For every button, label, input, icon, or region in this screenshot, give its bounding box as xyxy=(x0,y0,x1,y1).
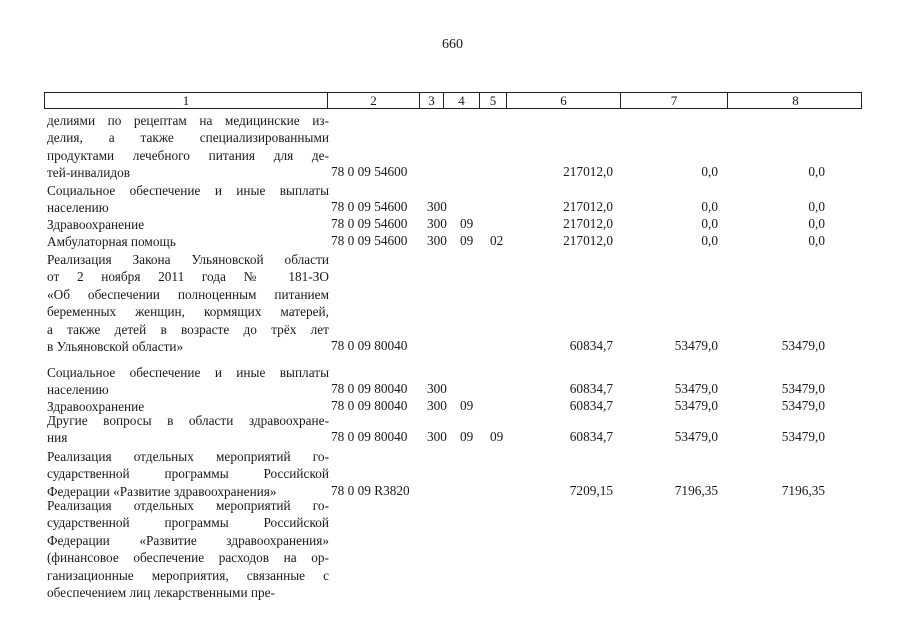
description-line: Федерации «Развитие здравоохранения» xyxy=(47,532,329,548)
description-line: сударственной программы Российской xyxy=(47,466,329,482)
description-line: ния xyxy=(47,430,68,446)
code-csr: 78 0 09 80040 xyxy=(331,429,408,445)
value-col-6: 7209,15 xyxy=(569,482,613,498)
code-vr: 300 xyxy=(427,429,447,445)
row-description xyxy=(47,251,329,355)
code-vr: 300 xyxy=(427,216,447,231)
value-col-7: 0,0 xyxy=(701,164,718,180)
value-col-6: 217012,0 xyxy=(563,233,613,248)
value-col-6: 217012,0 xyxy=(563,164,613,180)
value-col-7: 53479,0 xyxy=(674,381,718,397)
description-line: Здравоохранение xyxy=(47,399,145,414)
value-col-8: 53479,0 xyxy=(781,398,825,413)
description-line: сударственной программы Российской xyxy=(47,515,329,531)
description-line: Другие вопросы в области здравоохране- xyxy=(47,413,329,428)
code-rz: 09 xyxy=(460,398,474,413)
code-rz: 09 xyxy=(460,429,474,445)
table-header xyxy=(44,92,862,109)
row-description xyxy=(47,448,329,500)
page-number: 660 xyxy=(442,37,463,52)
row-description xyxy=(47,364,329,399)
value-col-6: 217012,0 xyxy=(563,199,613,215)
value-col-6: 60834,7 xyxy=(569,338,613,353)
code-csr: 78 0 09 R3820 xyxy=(331,482,410,498)
description-line: Реализация отдельных мероприятий го- xyxy=(47,498,329,513)
header-col-4: 4 xyxy=(444,93,480,108)
description-line: от 2 ноября 2011 года № 181-ЗО xyxy=(47,269,329,285)
header-col-5: 5 xyxy=(480,93,507,108)
value-col-7: 0,0 xyxy=(701,199,718,215)
row-code xyxy=(331,164,514,180)
row-description xyxy=(47,182,329,217)
row-code xyxy=(331,233,514,249)
description-line: Реализация Закона Ульяновской области xyxy=(47,252,329,267)
value-col-7: 7196,35 xyxy=(674,482,718,498)
value-col-8: 0,0 xyxy=(808,164,825,180)
description-line: делиями по рецептам на медицинские из- xyxy=(47,113,329,128)
row-description xyxy=(47,497,329,601)
row-description xyxy=(47,233,329,250)
row-description xyxy=(47,112,329,182)
value-col-8: 7196,35 xyxy=(781,482,825,498)
code-csr: 78 0 09 54600 xyxy=(331,233,408,248)
row-code xyxy=(331,381,514,397)
header-col-8: 8 xyxy=(792,93,799,108)
description-line: делия, а также специализированными xyxy=(47,130,329,146)
code-csr: 78 0 09 54600 xyxy=(331,199,408,215)
description-line: населению xyxy=(47,200,109,216)
value-col-8: 53479,0 xyxy=(781,429,825,445)
description-line: обеспечением лиц лекарственными пре- xyxy=(47,584,275,600)
header-col-3: 3 xyxy=(420,93,444,108)
value-col-6: 60834,7 xyxy=(569,381,613,397)
description-line: «Об обеспечении полноценным питанием xyxy=(47,286,329,302)
row-description xyxy=(47,216,329,233)
description-line: Здравоохранение xyxy=(47,217,145,232)
value-col-8: 0,0 xyxy=(808,233,825,248)
description-line: Федерации «Развитие здравоохранения» xyxy=(47,483,277,499)
code-csr: 78 0 09 54600 xyxy=(331,164,408,180)
row-code xyxy=(331,199,514,215)
value-col-6: 60834,7 xyxy=(569,398,613,413)
description-line: (финансовое обеспечение расходов на ор- xyxy=(47,550,329,566)
value-col-8: 53479,0 xyxy=(781,338,825,353)
description-line: беременных женщин, кормящих матерей, xyxy=(47,304,329,320)
description-line: а также детей в возрасте до трёх лет xyxy=(47,321,329,337)
row-code xyxy=(331,429,514,445)
value-col-8: 0,0 xyxy=(808,216,825,231)
code-vr: 300 xyxy=(427,398,447,413)
header-col-1: 1 xyxy=(45,93,328,108)
description-line: Реализация отдельных мероприятий го- xyxy=(47,449,329,464)
row-description xyxy=(47,412,329,447)
code-pr: 09 xyxy=(490,429,504,445)
code-csr: 78 0 09 80040 xyxy=(331,398,408,413)
value-col-8: 0,0 xyxy=(808,199,825,215)
code-pr: 02 xyxy=(490,233,504,248)
code-rz: 09 xyxy=(460,216,474,231)
value-col-7: 0,0 xyxy=(701,233,718,248)
description-line: ганизационные мероприятия, связанные с xyxy=(47,567,329,583)
value-col-7: 53479,0 xyxy=(674,338,718,353)
value-col-6: 60834,7 xyxy=(569,429,613,445)
header-col-7: 7 xyxy=(621,93,728,108)
code-vr: 300 xyxy=(427,233,447,248)
code-vr: 300 xyxy=(427,381,447,397)
code-vr: 300 xyxy=(427,199,447,215)
header-col-2: 2 xyxy=(328,93,420,108)
description-line: в Ульяновской области» xyxy=(47,338,184,354)
row-code xyxy=(331,338,514,354)
row-code xyxy=(331,584,514,600)
value-col-8: 53479,0 xyxy=(781,381,825,397)
value-col-6: 217012,0 xyxy=(563,216,613,231)
description-line: тей-инвалидов xyxy=(47,165,131,181)
description-line: населению xyxy=(47,382,109,398)
description-line: продуктами лечебного питания для де- xyxy=(47,147,329,163)
header-col-6: 6 xyxy=(507,93,621,108)
row-code xyxy=(331,398,514,414)
description-line: Социальное обеспечение и иные выплаты xyxy=(47,365,329,380)
code-csr: 78 0 09 80040 xyxy=(331,338,408,353)
value-col-7: 0,0 xyxy=(701,216,718,231)
code-csr: 78 0 09 80040 xyxy=(331,381,408,397)
description-line: Амбулаторная помощь xyxy=(47,234,176,249)
code-csr: 78 0 09 54600 xyxy=(331,216,408,231)
code-rz: 09 xyxy=(460,233,474,248)
value-col-7: 53479,0 xyxy=(674,429,718,445)
value-col-7: 53479,0 xyxy=(674,398,718,413)
description-line: Социальное обеспечение и иные выплаты xyxy=(47,183,329,198)
row-code xyxy=(331,483,514,499)
row-code xyxy=(331,216,514,232)
